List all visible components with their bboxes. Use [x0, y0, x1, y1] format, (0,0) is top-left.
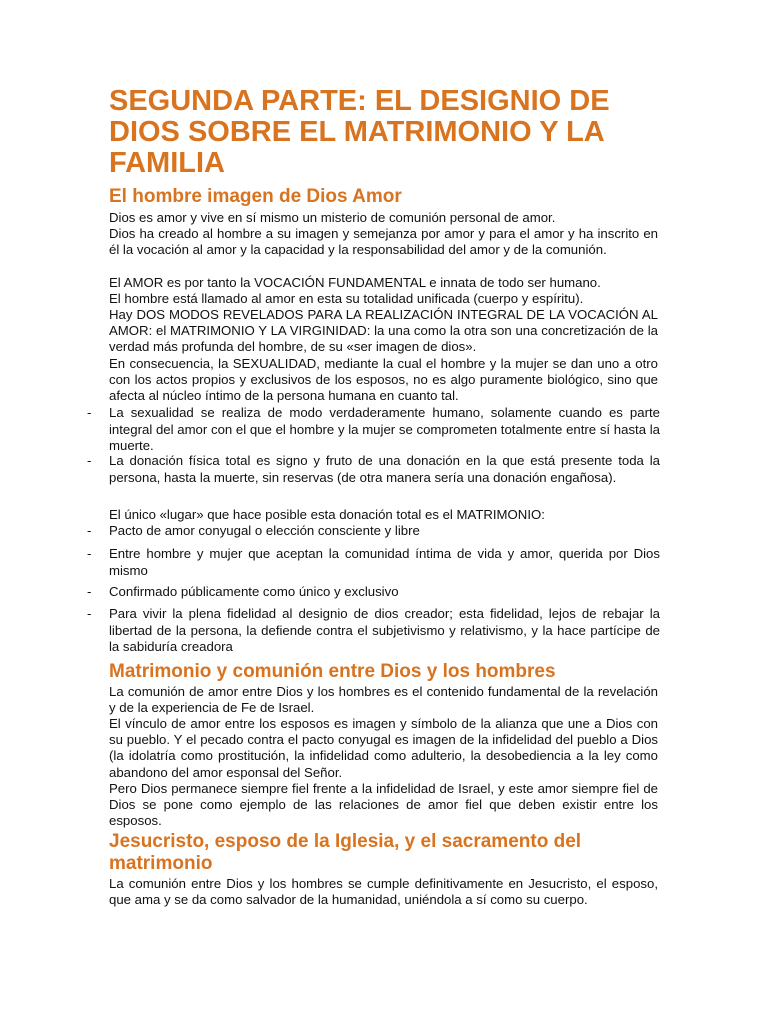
bullet-dash: - — [87, 546, 92, 561]
paragraph: El AMOR es por tanto la VOCACIÓN FUNDAMENTAL e innata de todo ser humano. — [109, 275, 601, 290]
list-item — [87, 584, 660, 601]
bullet-dash: - — [87, 523, 92, 538]
list-item-text: La sexualidad se realiza de modo verdaderamente humano, solamente cuando es parte integral del amor con el que el hombre y la mujer se comprometen totalmente entre sí hasta la muerte. — [109, 405, 660, 454]
bullet-dash: - — [87, 606, 92, 621]
section-heading-hombre-imagen: El hombre imagen de Dios Amor — [109, 186, 402, 207]
list-item — [87, 523, 660, 540]
list-item — [87, 405, 660, 455]
paragraph: Dios ha creado al hombre a su imagen y semejanza por amor y para el amor y ha inscrito en él la vocación al amor y la capacidad y la responsabilidad del amor y de la comunión. — [109, 226, 658, 258]
paragraph: El hombre está llamado al amor en esta su totalidad unificada (cuerpo y espíritu). — [109, 291, 584, 306]
list-item-text: La donación física total es signo y fruto de una donación en la que está presente toda la persona, hasta la muerte, sin reservas (de otra manera sería una donación engañosa). — [109, 453, 660, 485]
page-title: SEGUNDA PARTE: EL DESIGNIO DE DIOS SOBRE EL MATRIMONIO Y LA FAMILIA — [109, 85, 610, 179]
bullet-dash: - — [87, 405, 92, 420]
paragraph: El único «lugar» que hace posible esta donación total es el MATRIMONIO: — [109, 507, 545, 522]
section-heading-matrimonio-comunion: Matrimonio y comunión entre Dios y los hombres — [109, 661, 556, 682]
list-item-text: Entre hombre y mujer que aceptan la comunidad íntima de vida y amor, querida por Dios mismo — [109, 546, 660, 578]
list-item-text: Pacto de amor conyugal o elección consciente y libre — [109, 523, 420, 538]
list-item-text: Para vivir la plena fidelidad al designio de dios creador; esta fidelidad, lejos de rebajar la libertad de la persona, la defiende contra el subjetivismo y relativismo, y la hace partícipe de la sabiduría creadora — [109, 606, 660, 655]
paragraph: Hay DOS MODOS REVELADOS PARA LA REALIZACIÓN INTEGRAL DE LA VOCACIÓN AL AMOR: el MATRIMONIO Y LA VIRGINIDAD: la una como la otra son una concretización de la verdad más profunda del hombre, de su «ser imagen de dios». — [109, 307, 658, 355]
list-item — [87, 606, 660, 656]
paragraph: Dios es amor y vive en sí mismo un misterio de comunión personal de amor. — [109, 210, 556, 225]
bullet-dash: - — [87, 584, 92, 599]
paragraph: Pero Dios permanece siempre fiel frente a la infidelidad de Israel, y este amor siempre fiel de Dios se pone como ejemplo de las relaciones de amor fiel que deben existir entre los esposos. — [109, 781, 658, 829]
paragraph: En consecuencia, la SEXUALIDAD, mediante la cual el hombre y la mujer se dan uno a otro con los actos propios y exclusivos de los esposos, no es algo puramente biológico, sino que afecta al núcleo íntimo de la persona humana en cuanto tal. — [109, 356, 658, 404]
paragraph: La comunión entre Dios y los hombres se cumple definitivamente en Jesucristo, el esposo, que ama y se da como salvador de la humanidad, uniéndola a sí como su cuerpo. — [109, 876, 658, 908]
list-item-text: Confirmado públicamente como único y exclusivo — [109, 584, 399, 599]
paragraph: La comunión de amor entre Dios y los hombres es el contenido fundamental de la revelación y de la experiencia de Fe de Israel. — [109, 684, 658, 716]
list-item — [87, 546, 660, 579]
paragraph: El vínculo de amor entre los esposos es imagen y símbolo de la alianza que une a Dios con su pueblo. Y el pecado contra el pacto conyugal es imagen de la infidelidad del pueblo a Dios (la idolatría como prostitución, la infidelidad como adulterio, la desobediencia a la ley como abandono del amor esponsal del Señor. — [109, 716, 658, 780]
section-heading-jesucristo-esposo: Jesucristo, esposo de la Iglesia, y el sacramento del matrimonio — [109, 831, 582, 874]
list-item — [87, 453, 660, 486]
bullet-dash: - — [87, 453, 92, 468]
